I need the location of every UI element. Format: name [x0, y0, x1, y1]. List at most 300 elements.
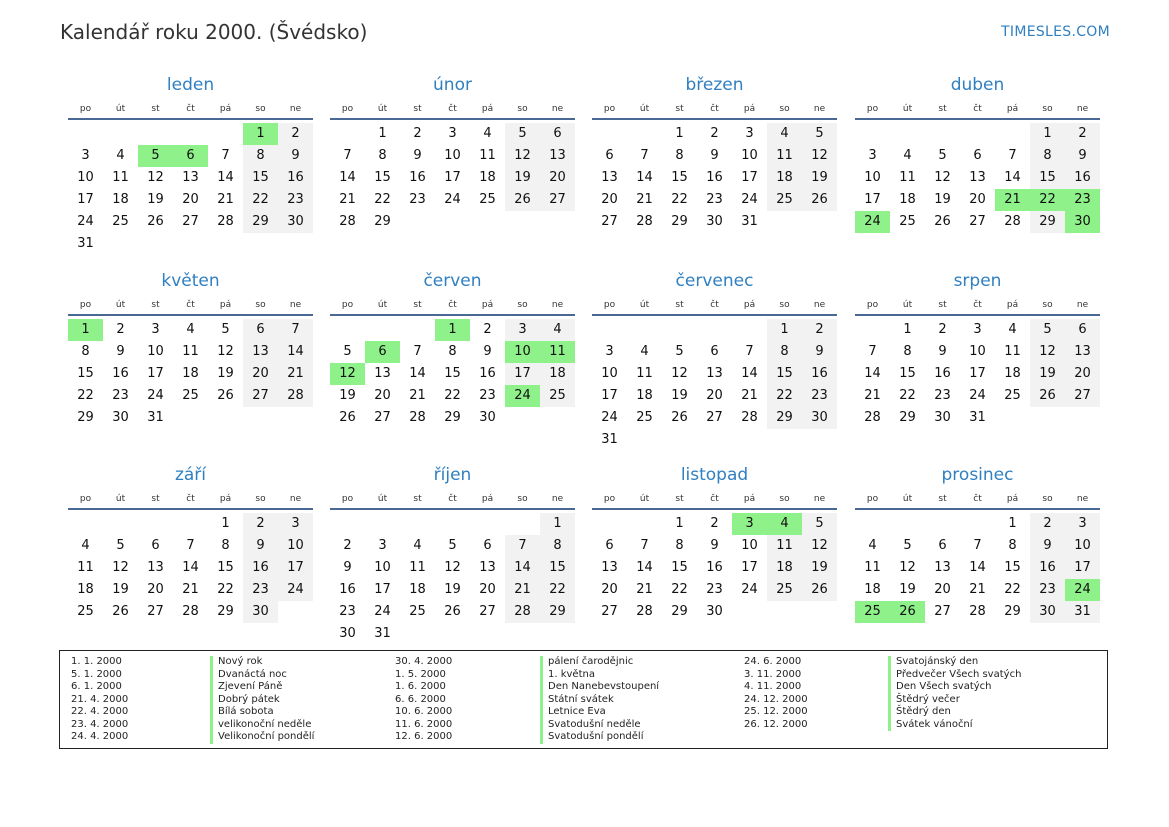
day-cell: 1 [540, 513, 575, 535]
holiday-day-cell: 1 [243, 123, 278, 145]
day-cell: 23 [243, 579, 278, 601]
day-cell: 14 [636, 560, 653, 575]
day-cell: 3 [605, 344, 614, 359]
weekday-label: st [413, 300, 422, 310]
weekday-label: ne [551, 494, 564, 504]
day-cell: 4 [483, 126, 492, 141]
weekday-header [855, 492, 1100, 510]
day-cell: 8 [675, 148, 684, 163]
weekday-label: út [902, 494, 913, 504]
month-block [68, 458, 313, 623]
day-cell: 16 [802, 363, 837, 385]
day-cell: 7 [186, 538, 195, 553]
legend-date: 24. 4. 2000 [71, 731, 129, 742]
day-cell: 12 [505, 145, 540, 167]
site-link[interactable]: TIMESLES.COM [1001, 24, 1110, 40]
day-cell: 3 [745, 126, 754, 141]
day-cell: 23 [479, 388, 496, 403]
legend-holiday-name: Svatodušní neděle [548, 718, 641, 730]
weekday-label: ne [1076, 494, 1089, 504]
day-cell: 17 [864, 192, 881, 207]
weekday-label: st [675, 494, 684, 504]
empty-cell [365, 319, 400, 341]
legend-holiday-name: Štědrý večer [896, 693, 960, 705]
day-cell: 20 [1065, 363, 1100, 385]
day-cell: 10 [374, 560, 391, 575]
day-cell: 14 [741, 366, 758, 381]
empty-cell [960, 123, 995, 145]
day-cell: 9 [343, 560, 352, 575]
holiday-day-cell: 25 [855, 601, 890, 623]
weekday-label: út [115, 494, 126, 504]
day-cell: 13 [706, 366, 723, 381]
day-cell: 23 [934, 388, 951, 403]
day-cell: 20 [182, 192, 199, 207]
weekday-label: čt [710, 104, 719, 114]
day-cell: 31 [374, 626, 391, 641]
day-cell: 4 [81, 538, 90, 553]
day-cell: 20 [601, 192, 618, 207]
day-cell: 22 [243, 189, 278, 211]
day-grid [855, 513, 1100, 623]
day-cell: 4 [903, 148, 912, 163]
day-cell: 2 [1065, 123, 1100, 145]
weekday-header [330, 102, 575, 120]
day-cell: 29 [767, 407, 802, 429]
day-cell: 6 [710, 344, 719, 359]
day-cell: 2 [243, 513, 278, 535]
empty-cell [960, 513, 995, 535]
weekday-label: út [639, 300, 650, 310]
day-cell: 18 [182, 366, 199, 381]
legend-date: 1. 6. 2000 [395, 681, 446, 692]
day-cell: 28 [409, 410, 426, 425]
day-cell: 1 [378, 126, 387, 141]
weekday-label: po [866, 300, 879, 310]
day-cell: 27 [601, 604, 618, 619]
day-cell: 10 [444, 148, 461, 163]
day-cell: 19 [112, 582, 129, 597]
day-cell: 16 [278, 167, 313, 189]
day-cell: 12 [671, 366, 688, 381]
month-name: květen [161, 271, 220, 291]
day-cell: 29 [374, 214, 391, 229]
day-cell: 8 [540, 535, 575, 557]
weekday-label: po [866, 494, 879, 504]
day-cell: 18 [112, 192, 129, 207]
day-cell: 8 [767, 341, 802, 363]
weekday-label: po [603, 494, 616, 504]
empty-cell [592, 319, 627, 341]
weekday-header [68, 102, 313, 120]
weekday-label: út [902, 104, 913, 114]
holiday-day-cell: 6 [173, 145, 208, 167]
day-cell: 14 [969, 560, 986, 575]
day-cell: 16 [339, 582, 356, 597]
day-cell: 19 [934, 192, 951, 207]
day-cell: 6 [973, 148, 982, 163]
legend-date: 3. 11. 2000 [744, 668, 802, 680]
day-cell: 21 [636, 582, 653, 597]
weekday-label: so [1042, 494, 1053, 504]
legend-holiday-name: Letnice Eva [548, 706, 606, 717]
day-cell: 18 [409, 582, 426, 597]
day-cell: 12 [934, 170, 951, 185]
day-cell: 22 [899, 388, 916, 403]
legend-names-col-3 [888, 656, 1021, 731]
day-cell: 28 [182, 604, 199, 619]
legend-date: 11. 6. 2000 [395, 718, 453, 730]
weekday-label: so [1042, 104, 1053, 114]
day-cell: 3 [81, 148, 90, 163]
day-cell: 26 [444, 604, 461, 619]
weekday-header [68, 492, 313, 510]
month-block [855, 264, 1100, 429]
month-name: září [174, 465, 207, 485]
day-cell: 1 [221, 516, 230, 531]
day-cell: 6 [151, 538, 160, 553]
day-cell: 1 [1008, 516, 1017, 531]
day-cell: 18 [767, 557, 802, 579]
day-cell: 18 [77, 582, 94, 597]
day-cell: 8 [1030, 145, 1065, 167]
day-cell: 17 [741, 560, 758, 575]
legend-names-col-1 [210, 656, 314, 744]
weekday-label: pá [1006, 104, 1019, 114]
day-cell: 21 [636, 192, 653, 207]
empty-cell [68, 123, 103, 145]
day-cell: 7 [343, 148, 352, 163]
day-cell: 26 [147, 214, 164, 229]
month-name: únor [433, 75, 472, 95]
day-cell: 30 [706, 604, 723, 619]
day-cell: 27 [479, 604, 496, 619]
weekday-header [330, 492, 575, 510]
day-cell: 15 [671, 560, 688, 575]
weekday-label: st [151, 494, 160, 504]
day-cell: 14 [505, 557, 540, 579]
day-cell: 23 [1030, 579, 1065, 601]
day-cell: 23 [278, 189, 313, 211]
day-cell: 2 [710, 516, 719, 531]
weekday-header [68, 298, 313, 316]
holiday-day-cell: 24 [1065, 579, 1100, 601]
legend-date: 24. 12. 2000 [744, 693, 808, 705]
day-cell: 27 [540, 189, 575, 211]
holiday-day-cell: 1 [435, 319, 470, 341]
day-cell: 14 [409, 366, 426, 381]
day-cell: 16 [243, 557, 278, 579]
legend-dates-col-1 [71, 656, 128, 744]
empty-cell [435, 513, 470, 535]
legend-holiday-name: Svátek vánoční [896, 718, 973, 730]
day-cell: 16 [479, 366, 496, 381]
weekday-label: čt [448, 494, 457, 504]
day-cell: 23 [409, 192, 426, 207]
day-cell: 1 [675, 516, 684, 531]
day-cell: 16 [934, 366, 951, 381]
day-cell: 15 [671, 170, 688, 185]
day-cell: 23 [802, 385, 837, 407]
empty-cell [855, 513, 890, 535]
day-cell: 15 [217, 560, 234, 575]
day-cell: 10 [1065, 535, 1100, 557]
day-cell: 3 [378, 538, 387, 553]
weekday-label: út [639, 494, 650, 504]
day-cell: 7 [1008, 148, 1017, 163]
day-cell: 24 [741, 192, 758, 207]
day-cell: 21 [278, 363, 313, 385]
day-cell: 6 [540, 123, 575, 145]
weekday-label: st [151, 104, 160, 114]
weekday-label: po [341, 300, 354, 310]
day-cell: 29 [77, 410, 94, 425]
legend-holiday-name: Velikonoční pondělí [218, 731, 315, 742]
day-cell: 21 [969, 582, 986, 597]
day-cell: 19 [899, 582, 916, 597]
day-cell: 19 [339, 388, 356, 403]
weekday-label: ne [551, 104, 564, 114]
day-cell: 22 [1004, 582, 1021, 597]
day-cell: 2 [802, 319, 837, 341]
day-cell: 16 [706, 170, 723, 185]
weekday-label: st [675, 104, 684, 114]
day-cell: 30 [706, 214, 723, 229]
weekday-label: čt [186, 494, 195, 504]
legend-date: 1. 1. 2000 [71, 656, 122, 667]
day-cell: 6 [243, 319, 278, 341]
day-cell: 14 [217, 170, 234, 185]
holiday-day-cell: 26 [890, 601, 925, 623]
day-cell: 28 [217, 214, 234, 229]
weekday-label: ne [289, 494, 302, 504]
month-name: červenec [675, 271, 754, 291]
day-cell: 9 [710, 538, 719, 553]
weekday-label: po [341, 104, 354, 114]
legend-holiday-name: Zjevení Páně [218, 681, 283, 692]
day-cell: 2 [278, 123, 313, 145]
weekday-label: ne [813, 104, 826, 114]
day-cell: 11 [112, 170, 129, 185]
weekday-label: čt [448, 104, 457, 114]
day-cell: 14 [636, 170, 653, 185]
day-cell: 13 [969, 170, 986, 185]
day-cell: 7 [973, 538, 982, 553]
day-cell: 28 [864, 410, 881, 425]
weekday-label: so [517, 494, 528, 504]
weekday-label: čt [973, 494, 982, 504]
day-cell: 14 [864, 366, 881, 381]
day-cell: 7 [640, 538, 649, 553]
day-cell: 5 [116, 538, 125, 553]
day-cell: 21 [217, 192, 234, 207]
day-cell: 11 [409, 560, 426, 575]
day-cell: 25 [636, 410, 653, 425]
day-cell: 9 [243, 535, 278, 557]
legend-dates-col-2 [395, 656, 452, 744]
month-name: srpen [953, 271, 1002, 291]
weekday-label: čt [448, 300, 457, 310]
weekday-label: pá [219, 104, 232, 114]
month-name: prosinec [941, 465, 1014, 485]
day-cell: 29 [1004, 604, 1021, 619]
day-cell: 1 [675, 126, 684, 141]
day-cell: 18 [479, 170, 496, 185]
day-cell: 9 [802, 341, 837, 363]
empty-cell [505, 513, 540, 535]
weekday-label: pá [481, 104, 494, 114]
day-cell: 28 [1004, 214, 1021, 229]
legend-holiday-name: Bílá sobota [218, 706, 274, 717]
day-cell: 15 [444, 366, 461, 381]
day-cell: 31 [601, 432, 618, 447]
day-cell: 25 [182, 388, 199, 403]
day-cell: 21 [741, 388, 758, 403]
day-cell: 13 [601, 560, 618, 575]
day-cell: 6 [605, 148, 614, 163]
day-cell: 3 [278, 513, 313, 535]
empty-cell [732, 319, 767, 341]
day-cell: 24 [278, 579, 313, 601]
weekday-label: pá [219, 300, 232, 310]
day-cell: 27 [1065, 385, 1100, 407]
holiday-day-cell: 10 [505, 341, 540, 363]
day-cell: 13 [934, 560, 951, 575]
weekday-label: čt [973, 104, 982, 114]
day-cell: 8 [903, 344, 912, 359]
day-cell: 12 [217, 344, 234, 359]
day-cell: 4 [413, 538, 422, 553]
holiday-day-cell: 22 [1030, 189, 1065, 211]
legend-holiday-name: Den Nanebevstoupení [548, 681, 660, 692]
day-cell: 19 [147, 192, 164, 207]
empty-cell [330, 513, 365, 535]
day-cell: 22 [767, 385, 802, 407]
day-cell: 25 [767, 579, 802, 601]
month-block [68, 264, 313, 429]
empty-cell [627, 513, 662, 535]
day-cell: 17 [1065, 557, 1100, 579]
empty-cell [890, 513, 925, 535]
day-cell: 12 [112, 560, 129, 575]
weekday-label: čt [973, 300, 982, 310]
day-cell: 19 [671, 388, 688, 403]
weekday-header [592, 102, 837, 120]
day-cell: 6 [938, 538, 947, 553]
day-cell: 31 [741, 214, 758, 229]
day-cell: 28 [636, 604, 653, 619]
day-cell: 24 [147, 388, 164, 403]
month-name: listopad [680, 465, 749, 485]
weekday-label: so [517, 104, 528, 114]
weekday-label: st [938, 494, 947, 504]
empty-cell [208, 123, 243, 145]
weekday-label: čt [710, 494, 719, 504]
day-cell: 24 [444, 192, 461, 207]
day-cell: 30 [934, 410, 951, 425]
weekday-label: po [341, 494, 354, 504]
day-cell: 15 [899, 366, 916, 381]
day-cell: 10 [601, 366, 618, 381]
empty-cell [400, 319, 435, 341]
day-cell: 16 [1030, 557, 1065, 579]
legend-holiday-name: Den Všech svatých [896, 681, 992, 692]
day-cell: 30 [1030, 601, 1065, 623]
day-cell: 31 [1065, 601, 1100, 623]
day-cell: 10 [741, 148, 758, 163]
empty-cell [173, 513, 208, 535]
day-cell: 21 [505, 579, 540, 601]
holiday-day-cell: 24 [505, 385, 540, 407]
legend-holiday-name: pálení čarodějnic [548, 656, 634, 667]
empty-cell [400, 513, 435, 535]
day-cell: 18 [864, 582, 881, 597]
day-cell: 11 [636, 366, 653, 381]
day-grid [330, 123, 575, 233]
day-cell: 22 [671, 582, 688, 597]
day-cell: 28 [969, 604, 986, 619]
empty-cell [662, 319, 697, 341]
weekday-label: út [115, 300, 126, 310]
day-grid [68, 319, 313, 429]
day-cell: 22 [540, 579, 575, 601]
legend-date: 10. 6. 2000 [395, 706, 453, 717]
day-cell: 19 [802, 557, 837, 579]
day-cell: 5 [802, 513, 837, 535]
day-cell: 10 [864, 170, 881, 185]
day-cell: 27 [934, 604, 951, 619]
day-cell: 20 [934, 582, 951, 597]
day-cell: 2 [343, 538, 352, 553]
day-grid [592, 513, 837, 623]
legend-date: 5. 1. 2000 [71, 668, 122, 680]
empty-cell [103, 513, 138, 535]
weekday-label: pá [743, 104, 756, 114]
day-cell: 9 [116, 344, 125, 359]
weekday-label: so [1042, 300, 1053, 310]
empty-cell [855, 319, 890, 341]
day-cell: 13 [182, 170, 199, 185]
day-grid [855, 123, 1100, 233]
day-cell: 11 [767, 145, 802, 167]
day-cell: 26 [339, 410, 356, 425]
day-cell: 11 [767, 535, 802, 557]
day-cell: 25 [767, 189, 802, 211]
day-cell: 11 [864, 560, 881, 575]
day-cell: 17 [601, 388, 618, 403]
empty-cell [627, 319, 662, 341]
day-cell: 13 [374, 366, 391, 381]
day-cell: 27 [706, 410, 723, 425]
weekday-label: pá [1006, 494, 1019, 504]
weekday-label: út [639, 104, 650, 114]
holiday-legend [59, 650, 1108, 749]
day-cell: 7 [278, 319, 313, 341]
day-cell: 20 [601, 582, 618, 597]
day-cell: 3 [973, 322, 982, 337]
day-cell: 25 [409, 604, 426, 619]
day-cell: 25 [1004, 388, 1021, 403]
day-cell: 30 [339, 626, 356, 641]
day-cell: 25 [112, 214, 129, 229]
day-cell: 18 [1004, 366, 1021, 381]
day-cell: 26 [802, 189, 837, 211]
day-cell: 30 [479, 410, 496, 425]
holiday-day-cell: 24 [855, 211, 890, 233]
month-block [330, 458, 575, 645]
day-cell: 9 [1030, 535, 1065, 557]
legend-date: 6. 6. 2000 [395, 693, 446, 705]
